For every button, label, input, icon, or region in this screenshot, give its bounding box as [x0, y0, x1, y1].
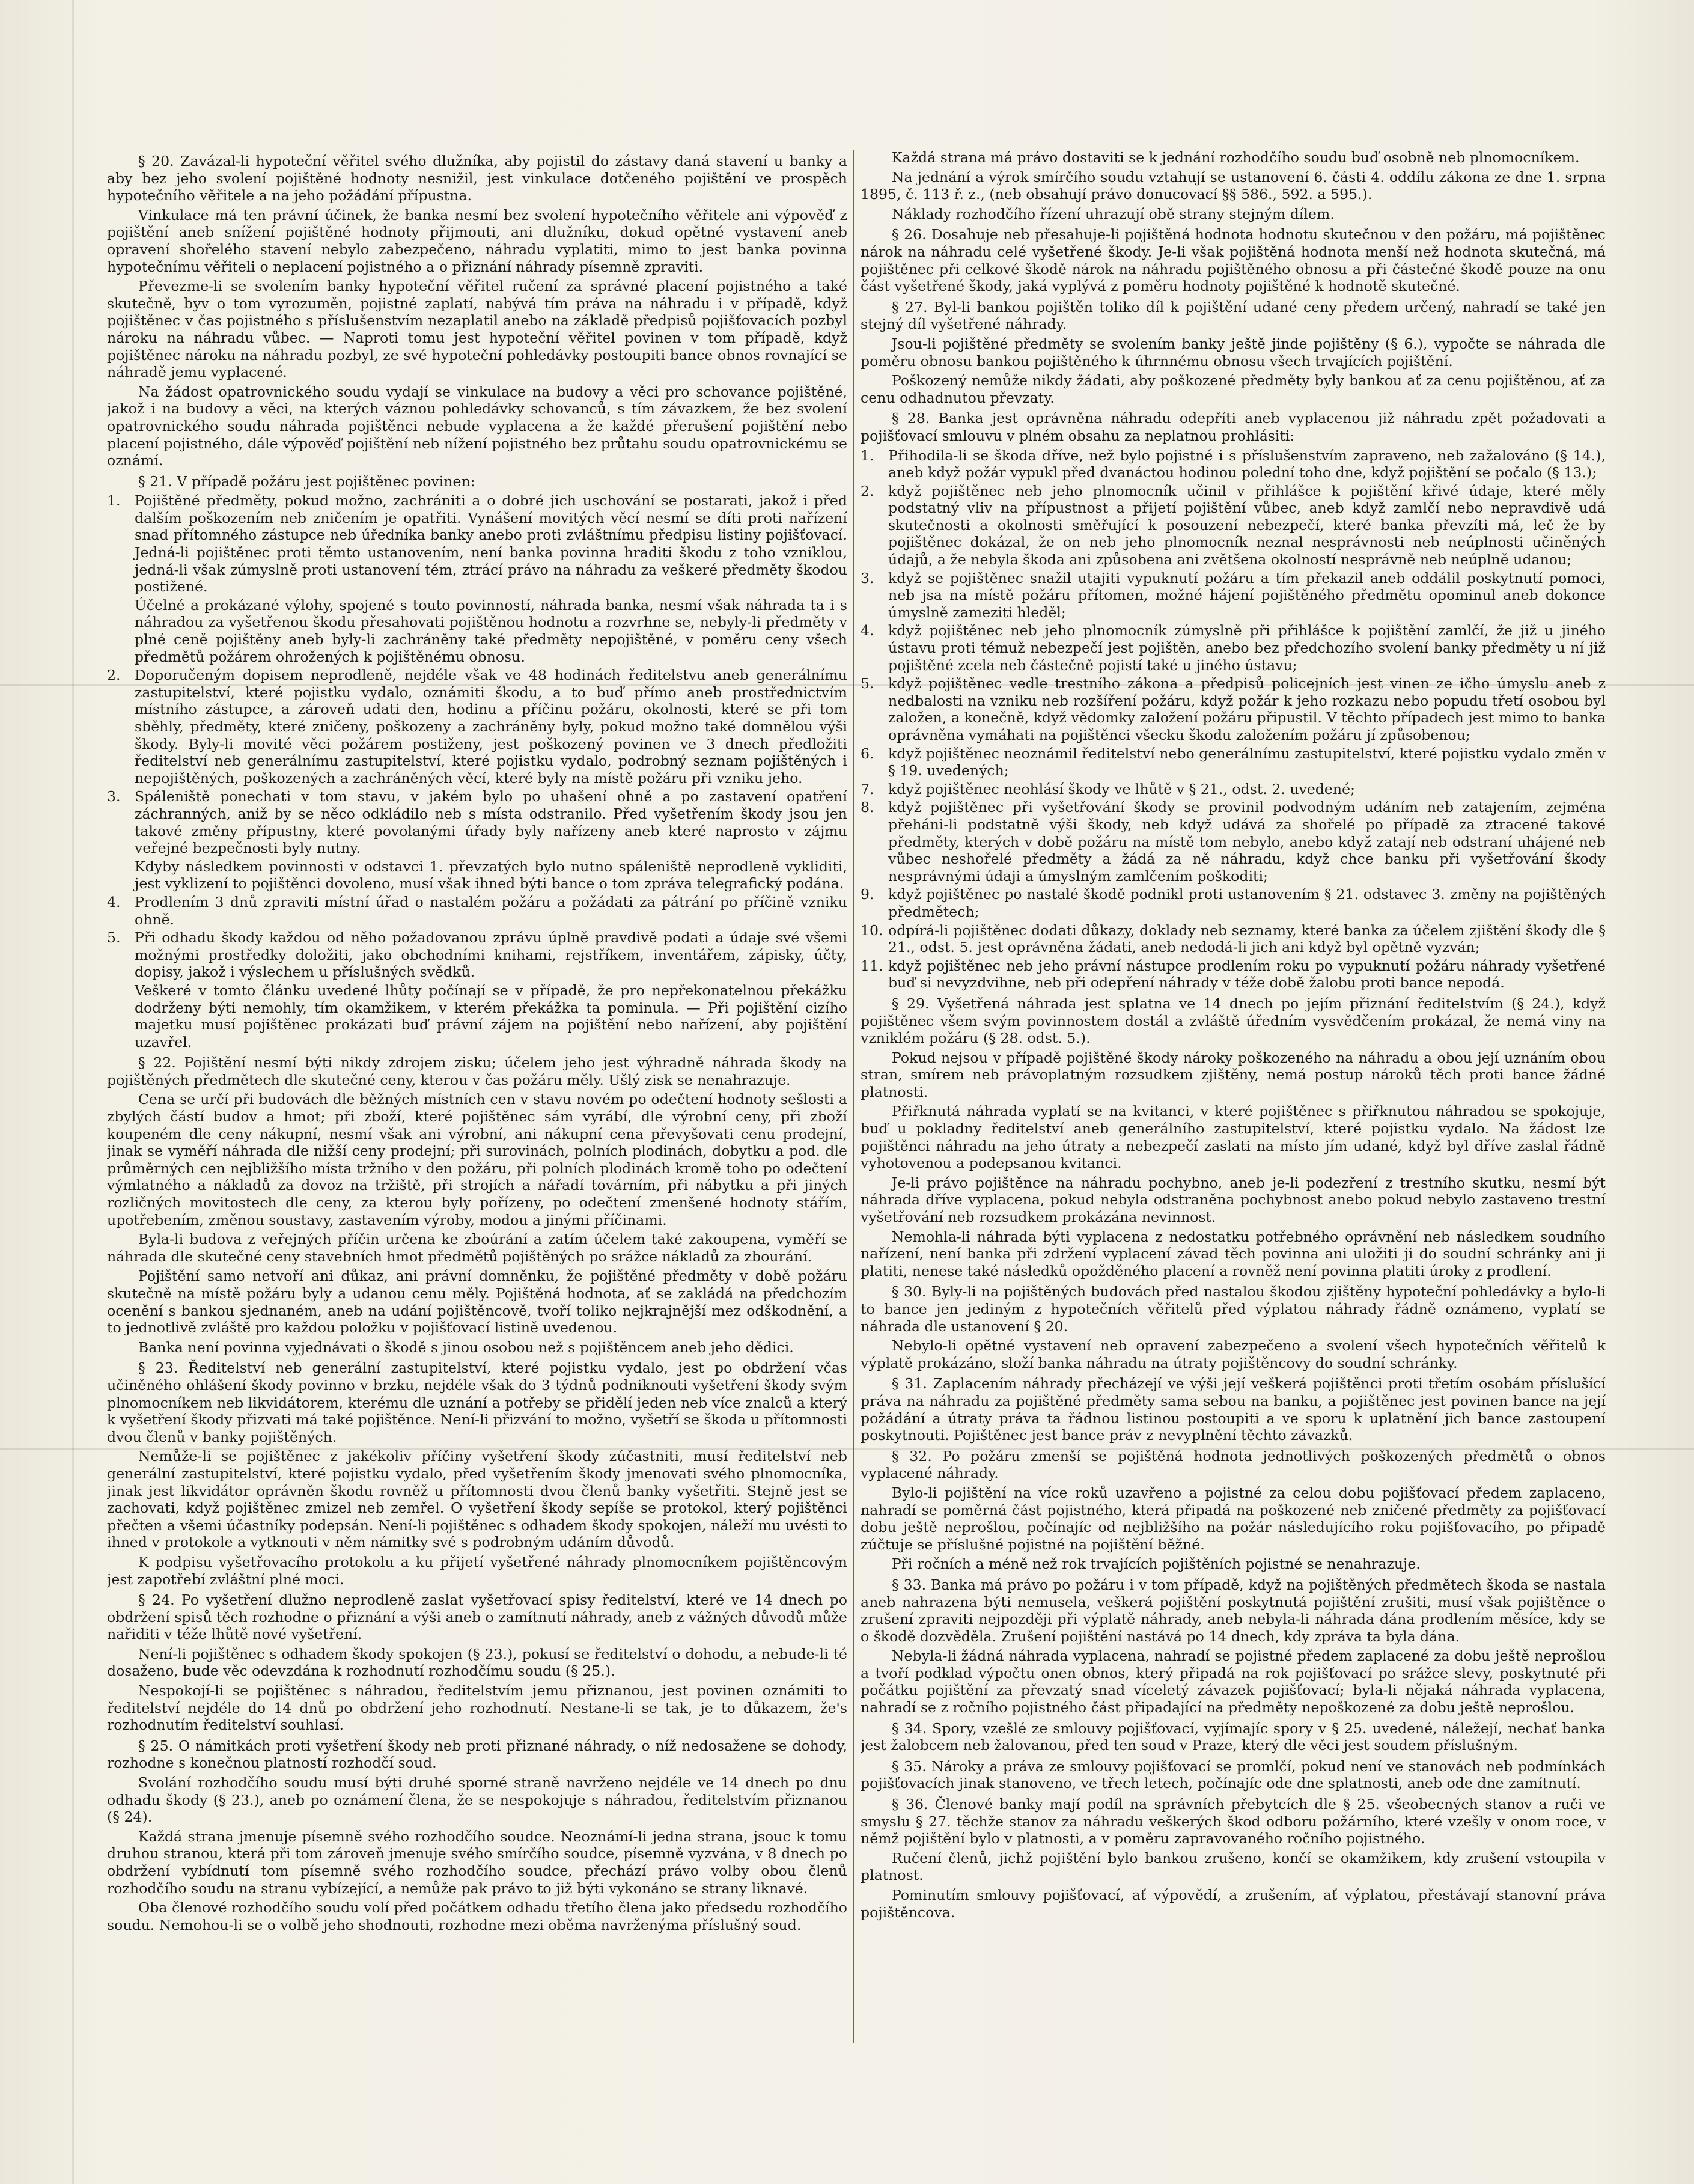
numbered-list — [107, 492, 847, 1051]
paragraph: Oba členové rozhodčího soudu volí před počátkem odhadu třetího člena jako předsedu rozhodčího soudu. Nemohou-li se o volbě jeho shodnouti, rozhodne mezi oběma navrženýma příslušný soud. — [107, 1899, 847, 1933]
paragraph: Pokud nejsou v případě pojištěné škody nároky poškozeného na náhradu a obou její uznáním obou stran, smírem neb právoplatným rozsudkem zjištěny, nemá postup nároků těch proti bance žádné platnosti. — [861, 1049, 1606, 1100]
section-paragraph: § 25. O námitkách proti vyšetření škody neb proti přiznané náhrady, o níž nedosažene se dohody, rozhodne s konečnou platností rozhodčí soud. — [107, 1737, 847, 1772]
section-paragraph: § 35. Nároky a práva ze smlouvy pojišťovací se promlčí, pokud není ve stanovách neb podmínkách pojišťovacích jinak stanoveno, ve třech letech, počínajíc ode dne splatnosti, aneb ode dne zamítnutí. — [861, 1757, 1606, 1792]
list-item — [861, 622, 1606, 674]
list-item-text: Účelné a prokázané výlohy, spojené s touto povinností, náhrada banka, nesmí však náhrada ta i s náhradou za vyšetřenou škodu přesahovati pojištěnou hodnotu a rozvrhne se, nebyly-li předměty v plné ceně pojištěny aneb byly-li zachráněny také předměty nepojištěné, v poměru ceny všech předmětů požárem ohrožených k pojištěnému obnosu. — [135, 596, 847, 665]
paragraph: Převezme-li se svolením banky hypoteční věřitel ručení za správné placení pojistného a také skutečně, byv o tom vyrozuměn, pojistné zaplatí, nabývá tím práva na náhradu i v případě, když pojištěnec v čas pojistného s příslušenstvím nezaplatil anebo na základě předpisů pojišťovacích pozbyl nároku na náhradu vůbec. — Naproti tomu jest hypoteční věřitel povinen v tom případě, když pojištěnec nároku na náhradu pozbyl, ze své hypoteční pohledávky postoupiti bance obnos rovnající se náhradě jemu vyplacené. — [107, 278, 847, 381]
paragraph: Poškozený nemůže nikdy žádati, aby poškozené předměty byly bankou ať za cenu pojištěnou, ať za cenu odhadnutou převzaty. — [861, 372, 1606, 406]
section-paragraph: § 32. Po požáru zmenší se pojištěná hodnota jednotlivých poškozených předmětů o obnos vyplacené náhrady. — [861, 1447, 1606, 1482]
paragraph: Vinkulace má ten právní účinek, že banka nesmí bez svolení hypotečního věřitele ani výpověď z pojištění aneb snížení pojištěné hodnoty přijmouti, ani dlužníku, dokud opětné vystavení aneb opravení shořelého stavení nebylo zabezpečeno, náhradu vyplatiti, mimo to jest banka povinna hypotečnímu věřiteli o neplacení pojistného a o přiznání náhrady písemně zpraviti. — [107, 206, 847, 275]
paragraph: Pominutím smlouvy pojišťovací, ať výpovědí, a zrušením, ať výplatou, přestávají stanovní práva pojištěncova. — [861, 1887, 1606, 1921]
section-paragraph: § 30. Byly-li na pojištěných budovách před nastalou škodou zjištěny hypoteční pohledávky a bylo-li to bance jen jediným z hypotečních věřitelů před výplatou náhrady řádně oznámeno, vyplatí se náhrada dle ustanovení § 20. — [861, 1283, 1606, 1335]
list-item — [861, 675, 1606, 743]
right-text-column — [861, 149, 1606, 2054]
paragraph: Na žádost opatrovnického soudu vydají se vinkulace na budovy a věci pro schovance pojištěné, jakož i na budovy a věci, na kterých váznou pohledávky schovanců, s tím závazkem, že bez svolení opatrovnického soudu náhrada pojištěnci nebude vyplacena a že každé přerušení pojištění nebo placení pojistného, dále výpověď pojištění neb nížení pojistného bez průtahu soudu opatrovnickému se oznámí. — [107, 383, 847, 469]
paragraph: Každá strana jmenuje písemně svého rozhodčího soudce. Neoznámí-li jedna strana, jsouc k tomu druhou stranou, která při tom zároveň jmenuje svého smírčího soudce, písemně vyzvána, v 8 dnech po obdržení vybídnutí tom písemně svého rozhodčího soudce, přechází právo volby obou členů rozhodčího soudu na stranu vybízející, a nemůže pak právo to již býti vykonáno se strany liknavé. — [107, 1828, 847, 1897]
list-item — [861, 570, 1606, 621]
list-item — [107, 858, 847, 892]
paragraph: K podpisu vyšetřovacího protokolu a ku přijetí vyšetřené náhrady plnomocníkem pojištěncovým jest zapotřebí zvláštní plné moci. — [107, 1553, 847, 1588]
list-item-number: 8. — [861, 799, 874, 816]
list-item — [861, 447, 1606, 481]
paragraph: Svolání rozhodčího soudu musí býti druhé sporné straně navrženo nejdéle ve 14 dnech po dnu odhadu škody (§ 23.), aneb po oznámení členа, že se nespokojuje s náhradou, ředitelstvím přiznanou (§ 24). — [107, 1774, 847, 1826]
section-paragraph: § 31. Zaplacením náhrady přecházejí ve výši její veškerá pojištěnci proti třetím osobám příslušící práva na náhradu za pojištěné předměty sama sebou na banku, a pojištěnec jest povinen bance na její požádání a útraty práva ta řádnou listinou postoupiti a ve sporu k uplatnění jich bance zastoupení poskytnouti. Pojištěnec jest bance práv z nevyplnění těchto závazků. — [861, 1375, 1606, 1444]
list-item-number: 1. — [107, 492, 121, 510]
paragraph: Jsou-li pojištěné předměty se svolením banky ještě jinde pojištěny (§ 6.), vypočte se náhrada dle poměru obnosu bankou pojištěného k úhrnnému obnosu všech trvajících pojištění. — [861, 335, 1606, 370]
list-item-number: 1. — [861, 447, 874, 464]
list-item-text: Při odhadu škody každou od něho požadovanou zprávu úplně pravdivě podati a údaje své všemi možnými prostředky doložiti, jako obchodními knihami, rejstříkem, inventářem, zápisky, účty, dopisy, jakož i výslechem u příslušných svědků. — [135, 929, 847, 981]
paragraph: Pojištění samo netvoří ani důkaz, ani právní domněnku, že pojištěné předměty v době požáru skutečně na místě požáru byly a udanou cenu měly. Pojištěná hodnota, ať se zakládá na předchozím ocenění s bankou sjednaném, aneb na udání pojištěncově, tvoří toliko nejkrajnější mez odškodnění, a to jednotlivě zvláště pro každou položku v pojišťovací listině uvedenou. — [107, 1267, 847, 1337]
list-item — [107, 597, 847, 665]
section-paragraph: § 33. Banka má právo po požáru i v tom případě, když na pojištěných předmětech škoda se nastala aneb nahrazena býti nemusela, veškerá pojištění poskytnutá pojištění zrušiti, musí však pojištěnce o zrušení zpraviti nejpozději při výplatě náhrady, aneb nebyla-li náhrada dána prodlením měsíce, kdy se o škodě dozvěděla. Zrušení pojištění nastává po 14 dnech, kdy zpráva ta byla dána. — [861, 1576, 1606, 1645]
left-text-column — [107, 149, 847, 2054]
paragraph: Je-li právo pojištěnce na náhradu pochybno, aneb je-li podezření z trestního skutku, nesmí být náhrada dříve vyplacena, pokud nebyla odstraněna pochybnost anebo pokud nebylo zastaveno trestní vyšetřování neb rozsudkem prokázána nevinnost. — [861, 1174, 1606, 1226]
section-paragraph: § 21. V případě požáru jest pojištěnec povinen: — [138, 472, 475, 490]
paragraph: Byla-li budova z veřejných příčin určena ke zboúrání a zatím účelem také zakoupena, vyměří se náhrada dle skutečné ceny stavebních hmot předmětů pojištěných po srážce nákladů za zbourání. — [107, 1231, 847, 1265]
list-item — [107, 492, 847, 596]
list-item-number: 4. — [107, 893, 121, 911]
section-paragraph: § 29. Vyšetřená náhrada jest splatna ve 14 dnech po jejím přiznání ředitelstvím (§ 24.), když pojištěnec všem svým povinnostem dostál a zvláště úředním vysvědčením prokázal, že nemá viny na vzniklém požáru (§ 28. odst. 5.). — [861, 995, 1606, 1047]
section-paragraph: § 34. Spory, vzešlé ze smlouvy pojišťovací, vyjímajíc spory v § 25. uvedené, náležejí, nechať banka jest žalobcem neb žalovanou, před ten soud v Praze, který dle věci jest soudem příslušným. — [861, 1719, 1606, 1754]
list-item-number: 7. — [861, 780, 874, 798]
list-item-number: 6. — [861, 745, 874, 762]
section-paragraph: § 20. Zavázal-li hypoteční věřitel svého dlužníka, aby pojistil do zástavy daná stavení u banky a aby bez jeho svolení pojištěné hodnoty nesnižil, jest vinkulace dotčeného pojištění ve prospěch hypotečního věřitele a na jeho požádání přípustna. — [107, 153, 847, 204]
section-paragraph: § 27. Byl-li bankou pojištěn toliko díl k pojištění udané ceny předem určený, nahradí se také jen stejný díl vyšetřené náhrady. — [861, 298, 1606, 333]
list-item-text: když pojištěnec neohlásí škody ve lhůtě v § 21., odst. 2. uvedené; — [888, 780, 1356, 798]
list-item — [107, 894, 847, 928]
paragraph: Nebylo-li opětné vystavení neb opravení zabezpečeno a svolení všech hypotečních věřitelů k výplatě prokázáno, složí banka náhradu na útraty pojištěncovy do soudní schránky. — [861, 1337, 1606, 1371]
list-item — [107, 982, 847, 1051]
list-item-text: když pojištěnec neb jeho plnomocník učinil v přihlášce k pojištění křivé údaje, které měly podstatný vliv na přípustnost a přijetí pojištění vůbec, aneb když zamlčí nebo nepravdivě udá skutečnosti a okolnosti směřující k posouzení nebezpečí, které banka převzíti má, leč že by pojištěnec dokázal, že on neb jeho plnomocník neznal nesprávnosti neb neúplnosti učiněných údajů, a že nebyla škoda ani způsobena ani zvětšena okolností nesprávně neb neúplně udanou; — [888, 482, 1606, 569]
paragraph: Každá strana má právo dostaviti se k jednání rozhodčího soudu buď osobně neb plnomocníkem. — [891, 149, 1580, 166]
list-item — [861, 745, 1606, 779]
list-item-text: Spáleniště ponechati v tom stavu, v jakém bylo po uhašení ohně a po zastavení opatření záchranných, aniž by se něco odkládilo neb s místa odstranilo. Před vyšetřením škody jsou jen takové změny přípustny, které povolanými úřady byly nařízeny aneb které naprosto v zájmu veřejné bezpečnosti byly nutny. — [135, 788, 847, 857]
list-item-text: Pojištěné předměty, pokud možno, zachrániti a o dobré jich uschování se postarati, jakož i před dalším poškozením neb zničením je opatřiti. Vynášení movitých věcí nesmí se díti proti nařízení snad přítomného zástupce neb úředníka banky anebo proti zvláštnímu předpisu listiny pojišťovací. Jedná-li pojištěnec proti těmto ustanovením, není banka povinna hraditi škodu z toho vzniklou, jedná-li však zúmyslně proti ustanovení tém, ztrácí právo na náhradu za veškeré předměty škodou postižené. — [135, 492, 847, 596]
list-item-number: 9. — [861, 886, 874, 903]
list-item-text: když pojištěnec při vyšetřování škody se provinil podvodným udáním neb zatajením, zejména přeháni-li podstatně výši škody, neb když udává za shořelé po případě za ztracené takové předměty, kterých v době požáru na místě tom nebylo, anebo když zatají neb odstraní uhájené neb vůbec neshořelé předměty a žádá za ně náhradu, když chce banku při vyšetřování škody nesprávnými údaji a úmyslným zamlčením poškoditi; — [888, 799, 1606, 885]
list-item-text: Přihodila-li se škoda dříve, než bylo pojistné i s příslušenstvím zapraveno, neb zažalováno (§ 14.), aneb když požár vypukl před dvanáctou hodinou polední toho dne, když pojištění se počalo (§ 13.); — [888, 447, 1606, 481]
paragraph: Cena se určí při budovách dle běžných místních cen v stavu novém po odečtení hodnoty sešlosti a zbylých částí budov a hmot; při zboží, které pojištěnec sám vyrábí, dle výrobní ceny, při zboží koupeném dle ceny nákupní, nesmí však ani výrobní, ani nákupní cena převyšovati cenu prodejní, jinak se vyměří náhrada dle nižší ceny prodejní; při surovinách, polních plodinách, dobytku a pod. dle průměrných cen nejbližšího místa tržního v den požáru, při polních plodinách kromě toho po odečtení výmlatného a nákladů za dovoz na tržiště, při strojích a nářadí továrním, při nábytku a při jiných rozličných movitostech dle ceny, za kterou byly pořízeny, po odečtení zmenšené hodnoty stářím, upotřebením, změnou soustavy, zastavením výroby, modou a jinými příčinami. — [107, 1091, 847, 1228]
section-paragraph: § 24. Po vyšetření dlužno neprodleně zaslat vyšetřovací spisy ředitelství, které ve 14 dnech po obdržení spisů těch rozhodne o přiznání a výši aneb o zamítnutí náhrady, aneb z vážných důvodů může nařiditi v téže lhůtě nové vyšetření. — [107, 1591, 847, 1643]
paragraph: Nespokojí-li se pojištěnec s náhradou, ředitelstvím jemu přiznanou, jest povinen oznámiti to ředitelství nejdéle do 14 dnů po obdržení jeho rozhodnutí. Nestane-li se tak, je to důkazem, že's rozhodnutím ředitelství souhlasí. — [107, 1682, 847, 1734]
list-item-text: Kdyby následkem povinnosti v odstavci 1. převzatých bylo nutno spáleniště neprodleně vykliditi, jest vyklizení to pojištěnci dovoleno, musí však ihned býti bance o tom zpráva telegrafický podána. — [135, 858, 847, 892]
section-paragraph: § 28. Banka jest oprávněna náhradu odepříti aneb vyplacenou již náhradu zpět požadovati a pojišťovací smlouvu v plném obsahu za neplatnou prohlásiti: — [861, 410, 1606, 444]
paragraph: Nemohla-li náhrada býti vyplacena z nedostatku potřebného oprávnění neb následkem soudního nařízení, není banka při zdržení vyplacení závad těch povinna ani uložiti ji do soudní schránky ani ji platiti, nenese také následků opožděného placení a rovněž není povinna platiti úroky z prodlení. — [861, 1228, 1606, 1280]
list-item-number: 5. — [861, 675, 874, 692]
list-item-text: když pojištěnec neoznámil ředitelství nebo generálnímu zastupitelství, které pojistku vydalo změn v § 19. uvedených; — [888, 745, 1606, 779]
paragraph: Náklady rozhodčího řízení uhrazují obě strany stejným dílem. — [891, 205, 1335, 222]
list-item-text: Veškeré v tomto článku uvedené lhůty počínají se v případě, že pro nepřekonatelnou překážku dodrženy býti nemohly, tím okamžikem, v kterém překážka ta pominula. — Při pojištění cizího majetku musí pojištěnec prokázati buď právní zájem na pojištění nebo nařízení, aby pojištění uzavřel. — [135, 981, 847, 1051]
list-item — [861, 957, 1606, 992]
numbered-list — [861, 447, 1606, 992]
section-paragraph: § 23. Ředitelství neb generální zastupitelství, které pojistku vydalo, jest po obdržení včas učiněného ohlášení škody povinno v brzku, nejdéle však do 3 týdnů podniknouti vyšetření škody svým plnomocníkem neb likvidátorem, kterému dle uznání a potřeby se přidělí jeden neb více znalců a který k vyšetření škody přizvati má také pojištěnce. Není-li přizvání to možno, vyšetří se škoda u přítomnosti dvou členů v banky pojištěných. — [107, 1359, 847, 1445]
list-item-text: když pojištěnec neb jeho právní nástupce prodlením roku po vypuknutí požáru náhrady vyšetřené buď si nevyzdvihne, neb při odepření náhrady v téže době žalobu proti bance nepodá. — [888, 957, 1606, 992]
paragraph: Nemůže-li se pojištěnec z jakékoliv příčiny vyšetření škody zúčastniti, musí ředitelství neb generální zastupitelství, které pojistku vydalo, před vyšetřením škody jmenovati svého plnomocníka, jinak jest likvidátor oprávněn škodu rovněž u přítomnosti dvou členů banky vyšetřiti. Stejně jest se zachovati, když pojištěnec zmizel neb zemřel. O vyšetření škody sepíše se protokol, který pojištěnci přečten a všemi účastníky podepsán. Není-li pojištěnec s odhadem škody spokojen, náleží mu uvésti to ihned v protokole a vytknouti v něm námitky své s podrobným udáním důvodů. — [107, 1448, 847, 1551]
list-item — [861, 922, 1606, 956]
column-divider — [853, 150, 854, 2043]
list-item-number: 3. — [107, 788, 121, 805]
list-item — [861, 799, 1606, 885]
paragraph: Při ročních a méně než rok trvajících pojištěních pojistné se nenahrazuje. — [891, 1555, 1421, 1573]
paragraph: Bylo-li pojištění na více roků uzavřeno a pojistné za celou dobu pojišťovací předem zaplaceno, nahradí se poměrná část pojistného, která připadá na poškozené neb zničené předměty za pojišťovací dobu ještě neprošlou, počínajíc od nejbližšího na požár následujícího roku pojišťovacího, po připadě zúčtuje se příslušné pojistné na pojištění běžné. — [861, 1484, 1606, 1553]
list-item — [107, 929, 847, 981]
list-item-number: 11. — [861, 957, 883, 974]
list-item-number: 3. — [861, 569, 874, 587]
list-item-number: 2. — [107, 666, 121, 684]
list-item-text: odpírá-li pojištěnec dodati důkazy, doklady neb seznamy, které banka za účelem zjištění škody dle § 21., odst. 5. jest oprávněna žádati, aneb nedodá-li jich ani když byl opětně vyzván; — [888, 921, 1606, 956]
list-item-number: 2. — [861, 482, 874, 499]
section-paragraph: § 22. Pojištění nesmí býti nikdy zdrojem zisku; účelem jeho jest výhradně náhrada škody na pojištěných předmětech dle skutečné ceny, kterou v čas požáru měly. Ušlý zisk se nenahrazuje. — [107, 1054, 847, 1088]
paragraph: Nebyla-li žádná náhrada vyplacena, nahradí se pojistné předem zaplacené za dobu ještě neprošlou a tvoří podklad výpočtu onen obnos, který připadá na rok pojišťovací po srážce slevy, poskytnuté při počátku pojištění za převzatý snad víceletý závazek pojišťovací; byla-li nějaká náhrada vyplacena, nahradí se z ročního pojistného část připadající na předměty nepoškozené za dobu ještě neprošlou. — [861, 1647, 1606, 1716]
paper-edge-shadow — [72, 0, 74, 2184]
paragraph: Přiřknutá náhrada vyplatí se na kvitanci, v které pojištěnec s přiřknutou náhradou se spokojuje, buď u pokladny ředitelství aneb generálního zastupitelství, které pojistku vydalo. Na žádost lze pojištěnci náhradu na jeho útraty a nebezpečí zaslati na místo jím udané, když byl dříve zaslal řádně vyhotovenou a podepsanou kvitanci. — [861, 1103, 1606, 1172]
paragraph: Banka není povinna vyjednávati o škodě s jinou osobou než s pojištěncem aneb jeho dědici. — [138, 1338, 794, 1356]
paragraph: Na jednání a výrok smírčího soudu vztahují se ustanovení 6. části 4. oddílu zákona ze dne 1. srpna 1895, č. 113 ř. z., (neb obsahují právo donucovací §§ 586., 592. a 595.). — [861, 168, 1606, 203]
list-item-number: 4. — [861, 622, 874, 639]
list-item-number: 5. — [107, 929, 121, 947]
list-item-text: Prodlením 3 dnů zpraviti místní úřad o nastalém požáru a požádati za pátrání po příčině vzniku ohně. — [135, 893, 847, 928]
list-item-text: když pojištěnec neb jeho plnomocník zúmyslně při přihlášce k pojištění zamlčí, že již u jiného ústavu proti témuž nebezpečí jest pojištěn, anebo bez předchozího svolení banky předměty u ní již pojištěné zcela neb částečně pojistí také u jiného ústavu; — [888, 622, 1606, 674]
list-item-text: když pojištěnec po nastalé škodě podnikl proti ustanovením § 21. odstavec 3. změny na pojištěných předmětech; — [888, 886, 1606, 920]
list-item-text: když pojištěnec vedle trestního zákona a předpisů policejních jest vinen ze ičho úmyslu aneb z nedbalosti na vzniku neb rozšíření požáru, když požár k jeho rozkazu nebo popudu třetí osobou byl založen, a konečně, když vědomky založení požáru připustil. V těchto případech jest mimo to banka oprávněna vymáhati na pojištěnci všecku škodu založením požáru jí způsobenou; — [888, 675, 1606, 743]
list-item-text: Doporučeným dopisem neprodleně, nejdéle však ve 48 hodinách ředitelstvu aneb generálnímu zastupitelství, které pojistku vydalo, oznámiti škodu, a to buď přímo aneb prostřednictvím místního zástupce, a zároveň udati den, hodinu a příčinu požáru, okolnosti, které se při tom sběhly, předměty, které zničeny, poškozeny a zachráněny byly, pokud možno také domnělou výši škody. Byly-li movité věci požárem postiženy, jest poškozený povinen ve 3 dnech předložiti ředitelství neb generálnímu zastupitelství, které pojistku vydalo, podrobný seznam pojištěných i nepojištěných, poškozených a zachráněných věcí, které byly na místě požáru při vzniku jeho. — [135, 666, 847, 787]
paragraph: Není-li pojištěnec s odhadem škody spokojen (§ 23.), pokusí se ředitelství o dohodu, a nebude-li té dosaženo, bude věc odevzdána k rozhodnutí rozhodčímu soudu (§ 25.). — [107, 1645, 847, 1680]
section-paragraph: § 36. Členové banky mají podíl na správních přebytcích dle § 25. všeobecných stanov a ruči ve smyslu § 27. těchže stanov za náhradu veškerých škod odboru požárního, které vzešly v onom roce, v němž pojištění bylo v platnosti, a v poměru zapravovaného ročního pojistného. — [861, 1796, 1606, 1847]
list-item — [107, 666, 847, 787]
list-item — [861, 886, 1606, 920]
list-item — [861, 483, 1606, 569]
list-item-text: když se pojištěnec snažil utajiti vypuknutí požáru a tím překazil aneb oddálil poskytnutí pomoci, neb jsa na místě požáru přítomen, možné hájení pojištěného předmětu opominul aneb dokonce úmyslně zameziti hleděl; — [888, 569, 1606, 621]
list-item — [861, 781, 1606, 798]
paragraph: Ručení členů, jichž pojištění bylo bankou zrušeno, končí se okamžikem, kdy zrušení vstoupila v platnost. — [861, 1849, 1606, 1884]
list-item-number: 10. — [861, 921, 883, 939]
list-item — [107, 788, 847, 856]
section-paragraph: § 26. Dosahuje neb přesahuje-li pojištěná hodnota hodnotu skutečnou v den požáru, má pojištěnec nárok na náhradu celé vyšetřené škody. Je-li však pojištěná hodnota menší než hodnota skutečná, má pojištěnec při celkové škodě nárok na náhradu pojištěného obnosu a při částečné škodě pouze na onu část vyšetřené škody, jaká vyplývá z poměru hodnoty pojištěné k hodnotě skutečné. — [861, 226, 1606, 295]
